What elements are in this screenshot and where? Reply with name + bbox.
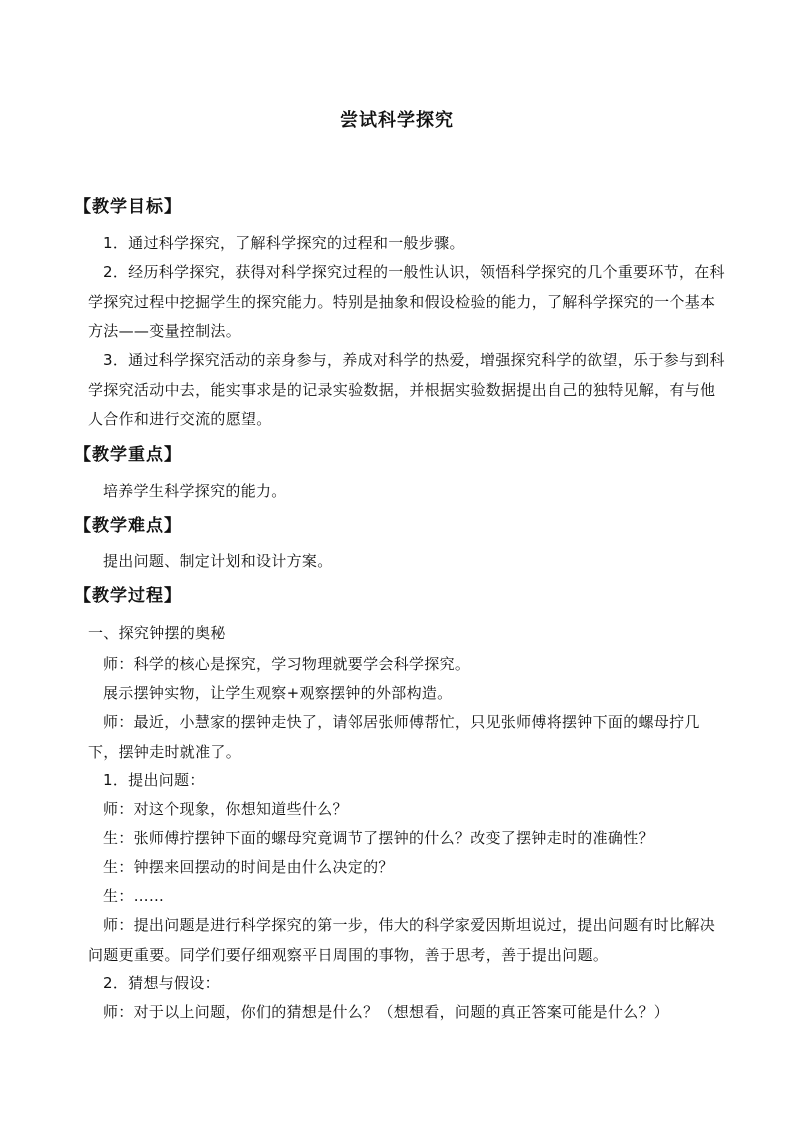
process-line-7: 生：钟摆来回摆动的时间是由什么决定的？	[103, 858, 394, 876]
process-line-1: 师：科学的核心是探究，学习物理就要学会科学探究。	[103, 655, 471, 673]
page-title: 尝试科学探究	[340, 110, 454, 131]
process-line-5: 师：对这个现象，你想知道些什么？	[103, 800, 348, 818]
heading-teaching-goals: 【教学目标】	[74, 197, 182, 217]
process-line-6: 生：张师傅拧摆钟下面的螺母究竟调节了摆钟的什么？改变了摆钟走时的准确性？	[103, 829, 654, 847]
process-line-2: 展示摆钟实物，让学生观察+观察摆钟的外部构造。	[103, 684, 453, 702]
process-subheading: 一、探究钟摆的奥秘	[88, 624, 226, 642]
key-points-text: 培养学生科学探究的能力。	[103, 482, 287, 500]
heading-teaching-process: 【教学过程】	[74, 586, 182, 606]
goal-item-3: 3．通过科学探究活动的亲身参与，养成对科学的热爱，增强探究科学的欲望，乐于参与到科学探究活动中去，能实事求是的记录实验数据，并根据实验数据提出自己的独特见解，有与他人合作和进行交流的愿望。	[88, 351, 725, 428]
heading-key-points: 【教学重点】	[74, 445, 182, 465]
goal-item-1: 1．通过科学探究，了解科学探究的过程和一般步骤。	[103, 234, 465, 252]
process-line-9: 师：提出问题是进行科学探究的第一步，伟大的科学家爱因斯坦说过，提出问题有时比解决问题更重要。同学们要仔细观察平日周围的事物，善于思考，善于提出问题。	[88, 916, 716, 964]
process-line-10: 2．猜想与假设：	[103, 974, 220, 992]
process-line-11: 师：对于以上问题，你们的猜想是什么？（想想看，问题的真正答案可能是什么？）	[103, 1003, 670, 1021]
difficulties-text: 提出问题、制定计划和设计方案。	[103, 552, 333, 570]
goal-item-2: 2．经历科学探究，获得对科学探究过程的一般性认识，领悟科学探究的几个重要环节，在科学探究过程中挖掘学生的探究能力。特别是抽象和假设检验的能力，了解科学探究的一个基本方法——变量控制法。	[88, 263, 725, 340]
heading-difficulties: 【教学难点】	[74, 516, 182, 536]
process-line-8: 生：……	[103, 887, 165, 905]
process-line-4: 1．提出问题：	[103, 771, 205, 789]
process-line-3: 师：最近，小慧家的摆钟走快了，请邻居张师傅帮忙，只见张师傅将摆钟下面的螺母拧几下，摆钟走时就准了。	[88, 713, 700, 761]
